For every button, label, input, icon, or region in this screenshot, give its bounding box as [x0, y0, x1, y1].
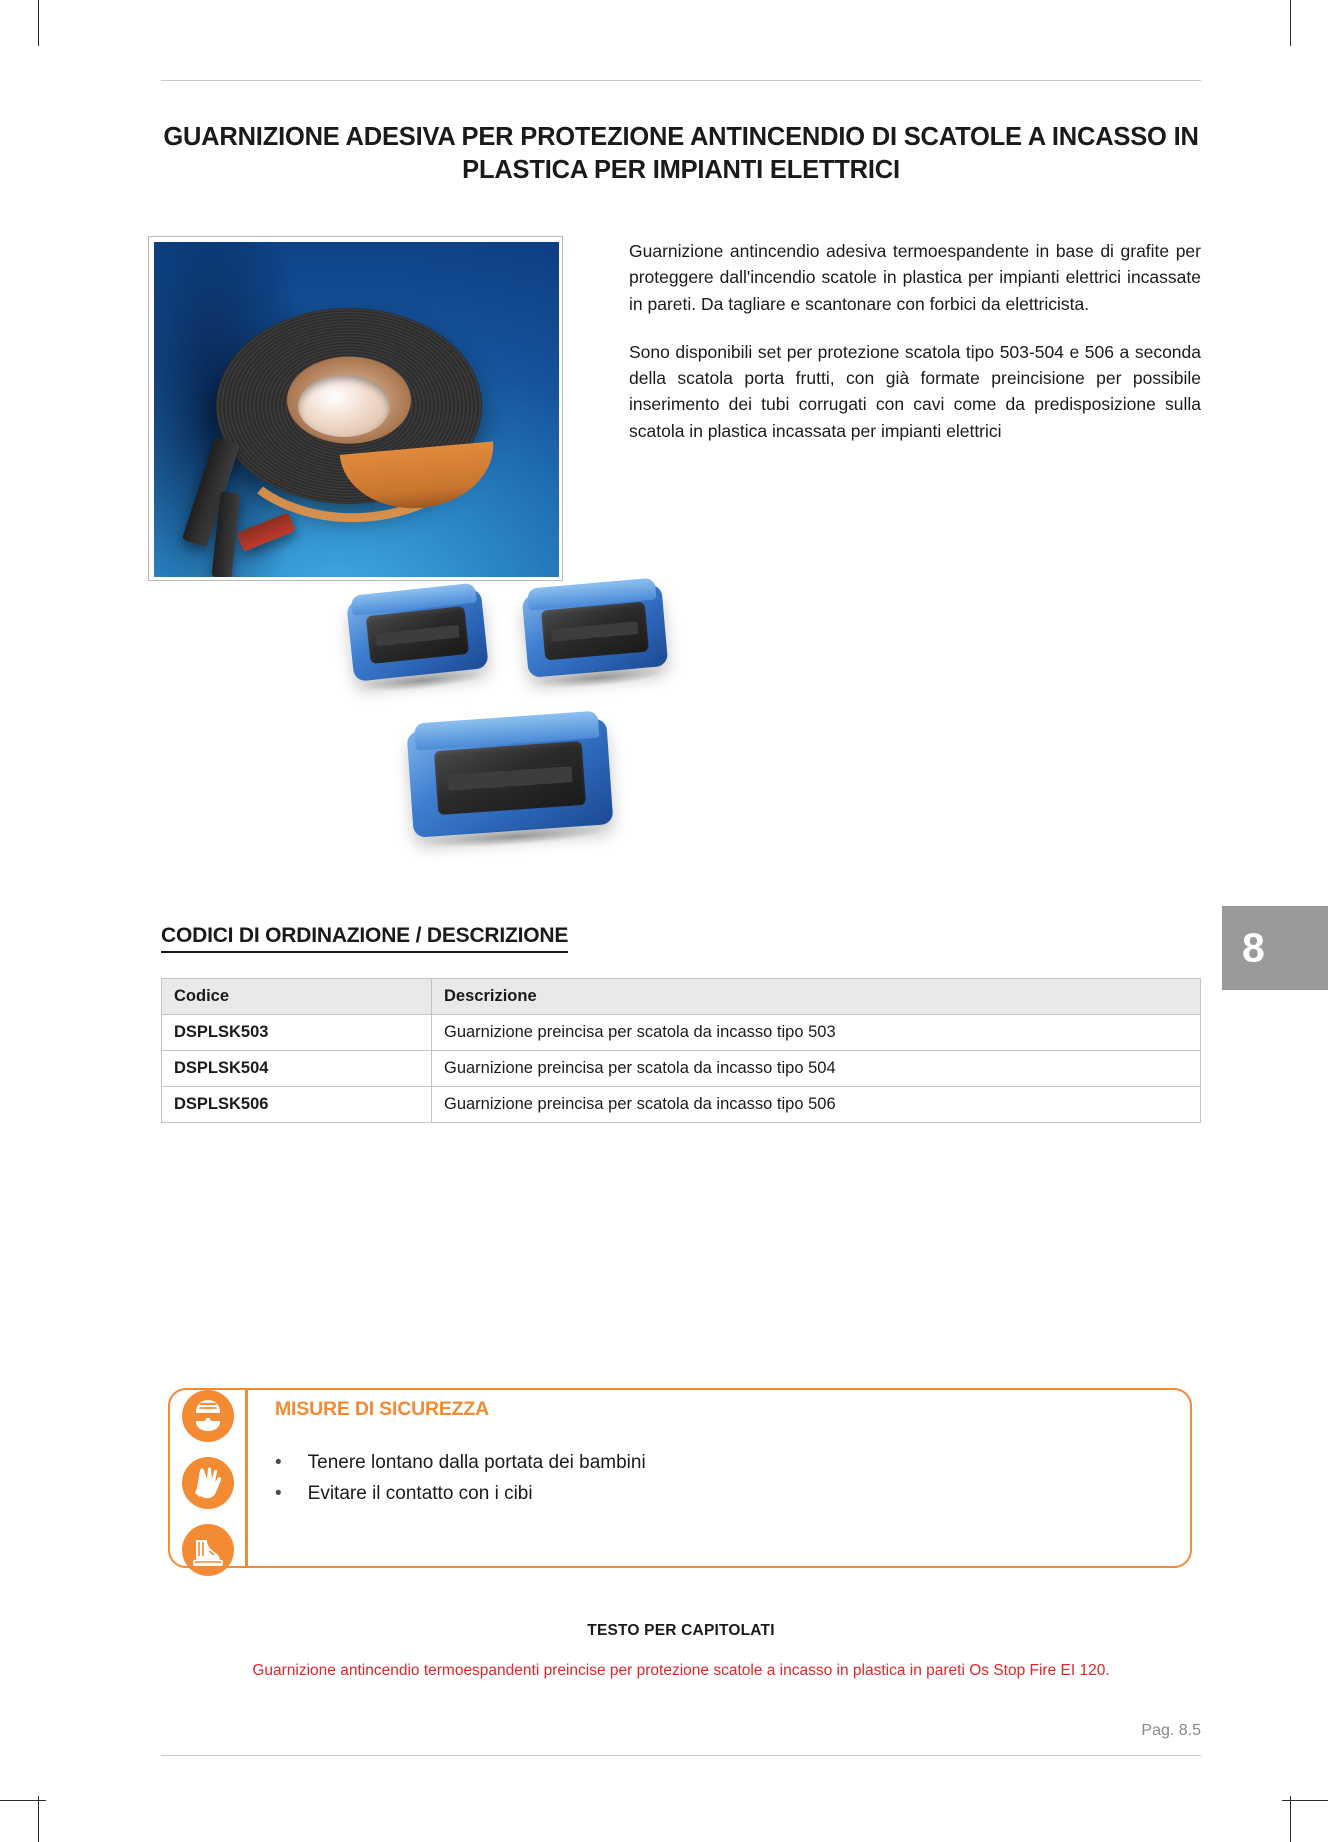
cell-description: Guarnizione preincisa per scatola da incasso tipo 503 — [432, 1015, 1201, 1051]
page-title-line-2: INCASSO IN PLASTICA PER IMPIANTI ELETTRICI — [462, 123, 1199, 185]
hero-product-image — [148, 236, 563, 581]
list-item — [275, 1448, 975, 1479]
cell-code: DSPLSK503 — [162, 1015, 432, 1051]
column-header-codice: Codice — [162, 979, 432, 1015]
cell-description: Guarnizione preincisa per scatola da incasso tipo 504 — [432, 1051, 1201, 1087]
tape-loose-end — [198, 438, 328, 556]
specification-text: Guarnizione antincendio termoespandenti preincise per protezione scatole a incasso in plastica in pareti Os Stop Fire EI 120. — [252, 1662, 1110, 1679]
safety-boots-icon — [182, 1524, 234, 1576]
bullet-glyph: • — [275, 1482, 282, 1504]
header-divider — [161, 80, 1201, 81]
chapter-tab — [1222, 906, 1328, 990]
safety-item-label: Tenere lontano dalla portata dei bambini — [307, 1452, 646, 1473]
safety-glasses-icon — [182, 1390, 234, 1442]
intro-paragraph-2: Sono disponibili set per protezione scatola tipo 503-504 e 506 a seconda della scatola porta frutti, con già formate preincisione per possibile inserimento dei tubi corrugati con cavi come da predisposizione sulla scatola in plastica incassata per impianti elettrici — [629, 341, 1201, 441]
footer-divider — [161, 1755, 1201, 1756]
safety-measures-list — [275, 1448, 975, 1510]
table-row — [162, 1051, 1201, 1087]
intro-copy — [629, 238, 1201, 444]
order-codes-table — [161, 978, 1201, 1123]
order-codes-heading: CODICI DI ORDINAZIONE / DESCRIZIONE — [161, 924, 568, 953]
crop-mark-top-right — [1290, 0, 1291, 46]
column-header-descrizione: Descrizione — [432, 979, 1201, 1015]
adhesive-tape-roll — [182, 298, 532, 538]
crop-mark-bottom-left-h — [0, 1800, 46, 1801]
safety-gloves-icon — [182, 1457, 234, 1509]
safety-measures-title: MISURE DI SICUREZZA — [275, 1398, 489, 1420]
bullet-glyph: • — [275, 1452, 282, 1473]
crop-mark-top-left — [38, 0, 39, 46]
table-header-row — [162, 979, 1201, 1015]
list-item — [275, 1479, 975, 1510]
cell-code: DSPLSK506 — [162, 1087, 432, 1123]
table-row — [162, 1015, 1201, 1051]
table-row — [162, 1087, 1201, 1123]
intro-paragraph-1: Guarnizione antincendio adesiva termoespandente in base di grafite per proteggere dall'incendio scatole in plastica per impianti elettrici incassate in pareti. Da tagliare e scantonare con forbici da elettricista. — [629, 241, 1201, 314]
page-number: Pag. 8.5 — [1141, 1722, 1201, 1739]
crop-mark-bottom-left-v — [38, 1796, 39, 1842]
safety-item-label: Evitare il contatto con i cibi — [307, 1482, 533, 1504]
safety-box-divider — [245, 1390, 248, 1566]
cell-description: Guarnizione preincisa per scatola da incasso tipo 506 — [432, 1087, 1201, 1123]
crop-mark-bottom-right-h — [1282, 1800, 1328, 1801]
page-title-line-1: GUARNIZIONE ADESIVA PER PROTEZIONE ANTINCENDIO DI SCATOLE A — [163, 123, 1046, 152]
electrical-box-front — [407, 718, 614, 838]
electrical-boxes-image — [380, 615, 800, 905]
electrical-box-right — [522, 584, 669, 678]
hero-image-canvas — [154, 242, 559, 577]
cell-code: DSPLSK504 — [162, 1051, 432, 1087]
chapter-number: 8 — [1242, 924, 1265, 971]
page-title — [161, 121, 1201, 187]
electrical-box-left — [346, 588, 489, 682]
crop-mark-bottom-right-v — [1290, 1796, 1291, 1842]
specification-title: TESTO PER CAPITOLATI — [587, 1622, 775, 1639]
